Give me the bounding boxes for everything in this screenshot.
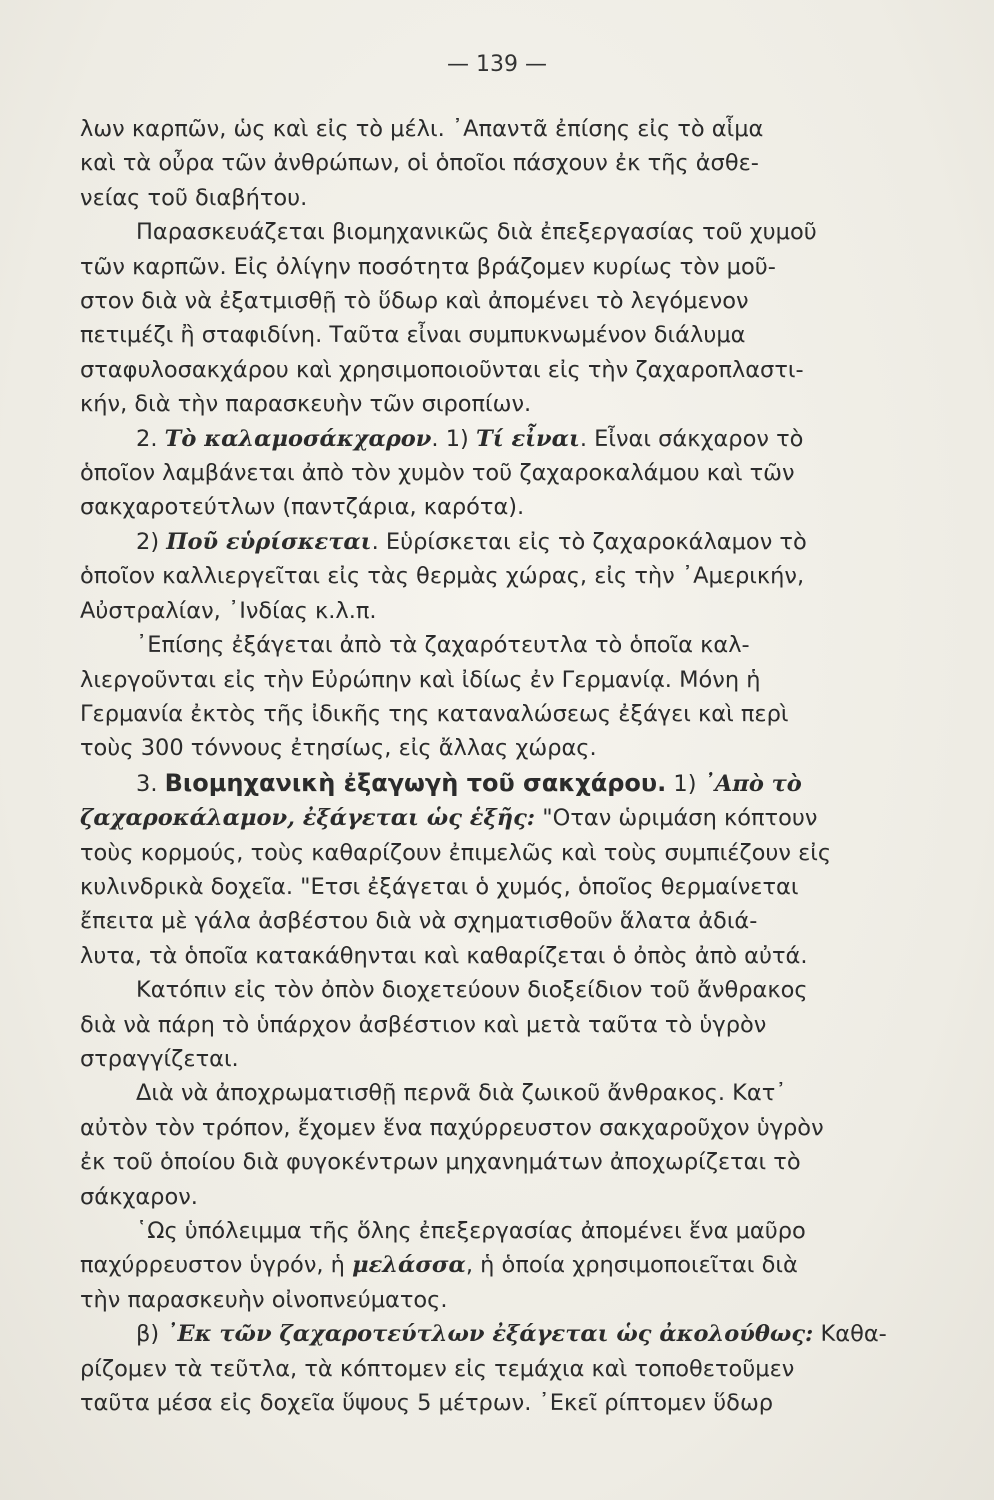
text-line xyxy=(80,801,960,835)
text-line xyxy=(80,628,960,662)
text-line xyxy=(80,250,960,284)
text-line xyxy=(80,939,960,973)
emphasis-text: Τί εἶναι xyxy=(475,425,580,452)
text-line xyxy=(80,836,960,870)
text-line xyxy=(80,422,960,456)
line-text: αὐτὸν τὸν τρόπον, ἔχομεν ἕνα παχύρρευστον σακχαροῦχον ὑγρὸν xyxy=(80,1114,824,1141)
line-text: , ἡ ὁποία χρησιμοποιεῖται διὰ xyxy=(465,1252,798,1279)
text-line xyxy=(80,559,960,593)
text-line xyxy=(80,904,960,938)
line-text: σταφυλοσακχάρου καὶ χρησιμοποιοῦνται εἰς τὴν ζαχαροπλαστι- xyxy=(80,356,804,383)
line-text: Καθα- xyxy=(813,1321,887,1348)
line-text: τοὺς 300 τόννους ἐτησίως, εἰς ἄλλας χώρας. xyxy=(80,735,597,762)
text-line xyxy=(80,456,960,490)
text-line xyxy=(80,1076,960,1110)
text-line xyxy=(80,112,960,146)
line-text: Κατόπιν εἰς τὸν ὀπὸν διοχετεύουν διοξείδιον τοῦ ἄνθρακος xyxy=(136,977,808,1004)
line-text: . 1) xyxy=(431,425,476,452)
line-text: τῶν καρπῶν. Εἰς ὀλίγην ποσότητα βράζομεν κυρίως τὸν μοῦ- xyxy=(80,253,776,280)
text-line xyxy=(80,353,960,387)
text-line xyxy=(80,215,960,249)
text-line xyxy=(80,1386,960,1420)
line-text: λιεργοῦνται εἰς τὴν Εὐρώπην καὶ ἰδίως ἐν Γερμανίᾳ. Μόνη ἡ xyxy=(80,666,761,693)
text-line xyxy=(80,1317,960,1351)
emphasis-text: μελάσσα xyxy=(352,1252,466,1279)
text-line xyxy=(80,1008,960,1042)
line-text: ὁποῖον λαμβάνεται ἀπὸ τὸν χυμὸν τοῦ ζαχαροκαλάμου καὶ τῶν xyxy=(80,460,795,487)
line-text: λων καρπῶν, ὡς καὶ εἰς τὸ μέλι. ᾿Απαντᾶ ἐπίσης εἰς τὸ αἷμα xyxy=(80,116,764,142)
line-text: Γερμανία ἐκτὸς τῆς ἰδικῆς της καταναλώσεως ἐξάγει καὶ περὶ xyxy=(80,700,789,727)
line-text: Παρασκευάζεται βιομηχανικῶς διὰ ἐπεξεργασίας τοῦ χυμοῦ xyxy=(136,219,817,246)
text-line xyxy=(80,1111,960,1145)
text-line xyxy=(80,766,960,801)
line-text: ὁποῖον καλλιεργεῖται εἰς τὰς θερμὰς χώρας, εἰς τὴν ᾿Αμερικήν, xyxy=(80,563,805,590)
text-line xyxy=(80,870,960,904)
line-text: πετιμέζι ἢ σταφιδίνη. Ταῦτα εἶναι συμπυκνωμένον διάλυμα xyxy=(80,322,746,349)
line-text: . Εἶναι σάκχαρον τὸ xyxy=(579,425,804,452)
body-text xyxy=(80,112,960,1420)
line-text: τὴν παρασκευὴν οἰνοπνεύματος. xyxy=(80,1286,448,1313)
text-line xyxy=(80,525,960,559)
line-text: κυλινδρικὰ δοχεῖα. "Ετσι ἐξάγεται ὁ χυμός, ὁποῖος θερμαίνεται xyxy=(80,873,799,900)
line-text: ᾿Επίσης ἐξάγεται ἀπὸ τὰ ζαχαρότευτλα τὸ ὁποῖα καλ- xyxy=(136,632,750,659)
line-text: τοὺς κορμούς, τοὺς καθαρίζουν ἐπιμελῶς καὶ τοὺς συμπιέζουν εἰς xyxy=(80,839,832,866)
line-text: ρίζομεν τὰ τεῦτλα, τὰ κόπτομεν εἰς τεμάχια καὶ τοποθετοῦμεν xyxy=(80,1355,795,1382)
emphasis-text: Ποῦ εὑρίσκεται xyxy=(166,528,372,555)
text-line xyxy=(80,1283,960,1317)
text-line xyxy=(80,594,960,628)
line-text: 3. xyxy=(136,770,165,797)
text-line xyxy=(80,284,960,318)
emphasis-text: ζαχαροκάλαμον, ἐξάγεται ὡς ἑξῆς: xyxy=(80,805,536,832)
line-text: ῾Ως ὑπόλειμμα τῆς ὅλης ἐπεξεργασίας ἀπομένει ἕνα μαῦρο xyxy=(136,1218,806,1244)
emphasis-text: ᾿Εκ τῶν ζαχαροτεύτλων ἐξάγεται ὡς ἀκολούθως: xyxy=(166,1321,814,1348)
line-text: 2. xyxy=(136,425,165,452)
line-text: β) xyxy=(136,1321,167,1348)
line-text: στραγγίζεται. xyxy=(80,1045,239,1072)
line-text: παχύρρευστον ὑγρόν, ἡ xyxy=(80,1252,353,1279)
text-line xyxy=(80,1214,960,1248)
line-text: . Εὑρίσκεται εἰς τὸ ζαχαροκάλαμον τὸ xyxy=(371,528,807,555)
text-line xyxy=(80,663,960,697)
line-text: νείας τοῦ διαβήτου. xyxy=(80,184,308,211)
line-text: λυτα, τὰ ὁποῖα κατακάθηνται καὶ καθαρίζεται ὁ ὀπὸς ἀπὸ αὐτά. xyxy=(80,942,808,969)
text-line xyxy=(80,146,960,180)
text-line xyxy=(80,1248,960,1282)
line-text: διὰ νὰ πάρη τὸ ὑπάρχον ἀσβέστιον καὶ μετὰ ταῦτα τὸ ὑγρὸν xyxy=(80,1011,767,1038)
emphasis-text: Βιομηχανικὴ ἐξαγωγὴ τοῦ σακχάρου. xyxy=(164,768,667,797)
line-text: 2) xyxy=(136,528,167,555)
text-line xyxy=(80,973,960,1007)
text-line xyxy=(80,697,960,731)
text-line xyxy=(80,1145,960,1179)
line-text: Αὐστραλίαν, ᾿Ινδίας κ.λ.π. xyxy=(80,597,377,624)
line-text: ἐκ τοῦ ὁποίου διὰ φυγοκέντρων μηχανημάτων ἀποχωρίζεται τὸ xyxy=(80,1149,801,1176)
line-text: ταῦτα μέσα εἰς δοχεῖα ὕψους 5 μέτρων. ᾿Εκεῖ ρίπτομεν ὕδωρ xyxy=(80,1390,774,1417)
text-line xyxy=(80,318,960,352)
text-line xyxy=(80,490,960,524)
emphasis-text: Τὸ καλαμοσάκχαρον xyxy=(164,425,432,452)
line-text: καὶ τὰ οὖρα τῶν ἀνθρώπων, οἱ ὁποῖοι πάσχουν ἐκ τῆς ἀσθε- xyxy=(80,150,759,177)
line-text: κήν, διὰ τὴν παρασκευὴν τῶν σιροπίων. xyxy=(80,391,532,418)
text-line xyxy=(80,731,960,765)
line-text: σάκχαρον. xyxy=(80,1183,198,1210)
text-line xyxy=(80,387,960,421)
line-text: σακχαροτεύτλων (παντζάρια, καρότα). xyxy=(80,494,525,521)
text-line xyxy=(80,1180,960,1214)
page-number: — 139 — xyxy=(447,52,547,77)
emphasis-text: ᾿Απὸ τὸ xyxy=(703,770,802,797)
line-text: 1) xyxy=(666,770,704,797)
line-text: στον διὰ νὰ ἐξατμισθῇ τὸ ὕδωρ καὶ ἀπομένει τὸ λεγόμενον xyxy=(80,288,749,315)
text-line xyxy=(80,1042,960,1076)
line-text: "Οταν ὡριμάση κόπτουν xyxy=(535,805,818,832)
text-line xyxy=(80,181,960,215)
line-text: Διὰ νὰ ἀποχρωματισθῇ περνᾶ διὰ ζωικοῦ ἄνθρακος. Κατ᾿ xyxy=(136,1080,787,1107)
text-line xyxy=(80,1352,960,1386)
line-text: ἔπειτα μὲ γάλα ἀσβέστου διὰ νὰ σχηματισθοῦν ἅλατα ἀδιά- xyxy=(80,908,758,935)
